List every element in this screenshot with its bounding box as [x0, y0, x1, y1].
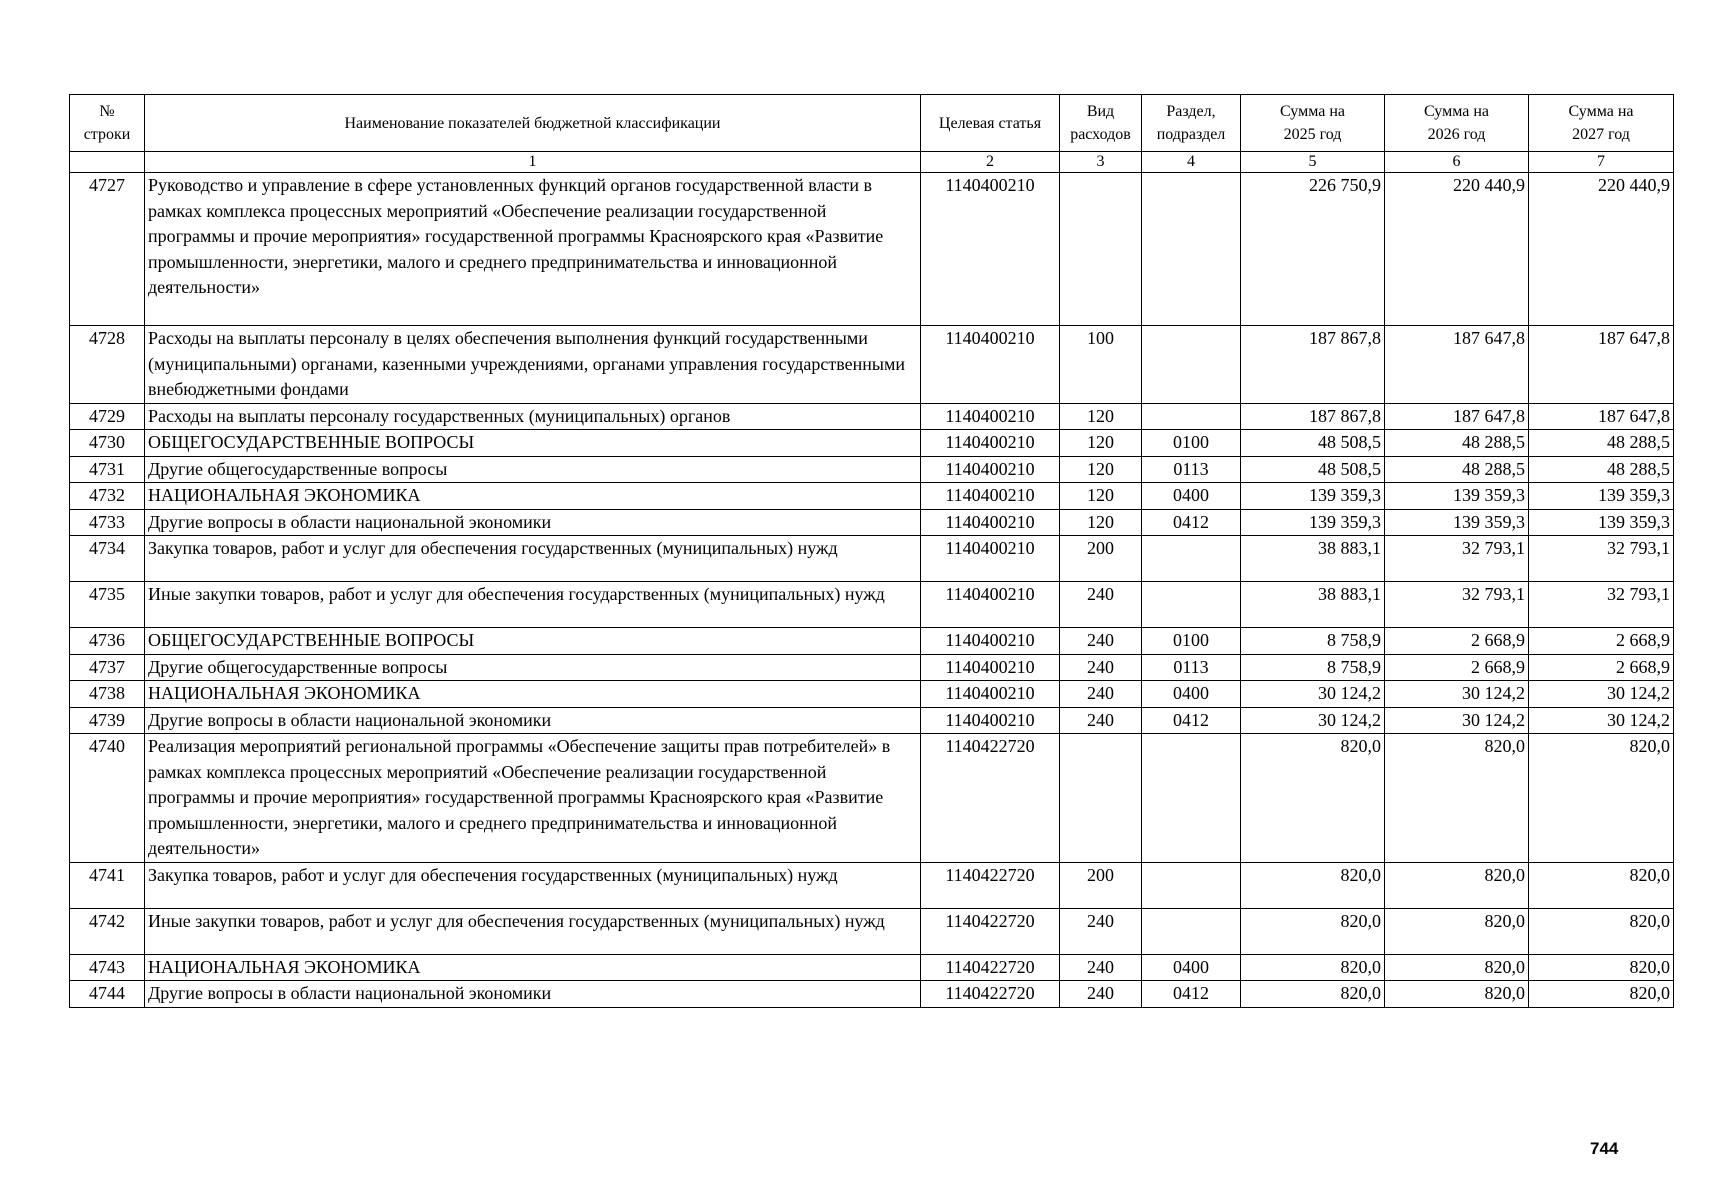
row-sum-2027: 30 124,2 [1529, 681, 1674, 708]
row-name: Другие вопросы в области национальной экономики [145, 707, 921, 734]
table-row [70, 654, 1674, 681]
row-sum-2026: 820,0 [1385, 981, 1529, 1008]
row-name: ОБЩЕГОСУДАРСТВЕННЫЕ ВОПРОСЫ [145, 628, 921, 655]
column-number: 7 [1529, 152, 1674, 173]
row-section [1142, 908, 1241, 954]
row-expense-type: 240 [1060, 954, 1142, 981]
row-expense-type [1060, 173, 1142, 326]
row-sum-2025: 8 758,9 [1241, 654, 1385, 681]
table-row [70, 707, 1674, 734]
row-sum-2026: 48 288,5 [1385, 430, 1529, 457]
row-number: 4741 [70, 862, 145, 908]
row-expense-type: 240 [1060, 582, 1142, 628]
row-target-article: 1140400210 [921, 403, 1060, 430]
row-name: НАЦИОНАЛЬНАЯ ЭКОНОМИКА [145, 954, 921, 981]
row-number: 4744 [70, 981, 145, 1008]
row-section: 0400 [1142, 954, 1241, 981]
row-number: 4737 [70, 654, 145, 681]
row-sum-2027: 48 288,5 [1529, 430, 1674, 457]
row-name: Другие вопросы в области национальной экономики [145, 509, 921, 536]
row-target-article: 1140400210 [921, 582, 1060, 628]
row-sum-2027: 220 440,9 [1529, 173, 1674, 326]
row-target-article: 1140400210 [921, 326, 1060, 404]
page-number: 744 [1590, 1139, 1619, 1158]
row-sum-2025: 8 758,9 [1241, 628, 1385, 655]
row-section [1142, 582, 1241, 628]
row-expense-type: 120 [1060, 483, 1142, 510]
row-sum-2027: 820,0 [1529, 908, 1674, 954]
row-sum-2027: 820,0 [1529, 981, 1674, 1008]
row-target-article: 1140422720 [921, 981, 1060, 1008]
row-target-article: 1140400210 [921, 430, 1060, 457]
row-target-article: 1140400210 [921, 173, 1060, 326]
column-number: 2 [921, 152, 1060, 173]
row-sum-2026: 187 647,8 [1385, 326, 1529, 404]
row-sum-2027: 187 647,8 [1529, 326, 1674, 404]
row-expense-type [1060, 734, 1142, 863]
row-expense-type: 120 [1060, 430, 1142, 457]
budget-table [69, 94, 1674, 1008]
row-number: 4740 [70, 734, 145, 863]
table-row [70, 954, 1674, 981]
row-number: 4738 [70, 681, 145, 708]
row-target-article: 1140422720 [921, 954, 1060, 981]
row-target-article: 1140400210 [921, 509, 1060, 536]
row-section: 0100 [1142, 628, 1241, 655]
row-number: 4734 [70, 536, 145, 582]
row-sum-2025: 820,0 [1241, 908, 1385, 954]
table-row [70, 981, 1674, 1008]
row-sum-2025: 48 508,5 [1241, 456, 1385, 483]
row-expense-type: 240 [1060, 654, 1142, 681]
row-number: 4743 [70, 954, 145, 981]
row-section [1142, 403, 1241, 430]
row-target-article: 1140400210 [921, 456, 1060, 483]
row-sum-2027: 820,0 [1529, 734, 1674, 863]
table-row [70, 173, 1674, 326]
row-name: Другие общегосударственные вопросы [145, 654, 921, 681]
header-target-article: Целевая статья [921, 95, 1060, 152]
row-number: 4727 [70, 173, 145, 326]
row-sum-2025: 187 867,8 [1241, 326, 1385, 404]
row-section [1142, 862, 1241, 908]
row-expense-type: 100 [1060, 326, 1142, 404]
row-section: 0100 [1142, 430, 1241, 457]
row-target-article: 1140422720 [921, 862, 1060, 908]
row-sum-2027: 2 668,9 [1529, 654, 1674, 681]
table-row [70, 509, 1674, 536]
column-number: 4 [1142, 152, 1241, 173]
row-name: Иные закупки товаров, работ и услуг для обеспечения государственных (муниципальных) нужд [145, 908, 921, 954]
column-number-row [70, 152, 1674, 173]
column-number: 6 [1385, 152, 1529, 173]
row-expense-type: 240 [1060, 908, 1142, 954]
column-number: 3 [1060, 152, 1142, 173]
column-number [70, 152, 145, 173]
row-sum-2025: 30 124,2 [1241, 681, 1385, 708]
row-name: Руководство и управление в сфере установленных функций органов государственной власти в рамках комплекса процессных мероприятий «Обеспечение реализации государственной программы и прочие мероприятия» государственной программы Красноярского края «Развитие промышленности, энергетики, малого и среднего предпринимательства и инновационной деятельности» [145, 173, 921, 326]
row-sum-2025: 139 359,3 [1241, 509, 1385, 536]
column-number: 1 [145, 152, 921, 173]
row-number: 4729 [70, 403, 145, 430]
header-sum-2027: Сумма на 2027 год [1529, 95, 1674, 152]
row-sum-2026: 139 359,3 [1385, 483, 1529, 510]
row-number: 4732 [70, 483, 145, 510]
row-sum-2026: 820,0 [1385, 908, 1529, 954]
row-sum-2025: 226 750,9 [1241, 173, 1385, 326]
row-sum-2027: 820,0 [1529, 954, 1674, 981]
header-sum-2025: Сумма на 2025 год [1241, 95, 1385, 152]
row-number: 4739 [70, 707, 145, 734]
row-number: 4733 [70, 509, 145, 536]
row-number: 4735 [70, 582, 145, 628]
row-name: Закупка товаров, работ и услуг для обеспечения государственных (муниципальных) нужд [145, 862, 921, 908]
row-name: Расходы на выплаты персоналу в целях обеспечения выполнения функций государственными (муниципальными) органами, казенными учреждениями, органами управления государственными внебюджетными фондами [145, 326, 921, 404]
table-row [70, 734, 1674, 863]
row-sum-2026: 220 440,9 [1385, 173, 1529, 326]
row-expense-type: 240 [1060, 681, 1142, 708]
row-expense-type: 240 [1060, 707, 1142, 734]
row-section [1142, 326, 1241, 404]
header-name: Наименование показателей бюджетной классификации [145, 95, 921, 152]
row-sum-2027: 187 647,8 [1529, 403, 1674, 430]
table-row [70, 536, 1674, 582]
row-section [1142, 536, 1241, 582]
row-number: 4728 [70, 326, 145, 404]
table-row [70, 908, 1674, 954]
row-expense-type: 120 [1060, 509, 1142, 536]
row-target-article: 1140400210 [921, 628, 1060, 655]
table-row [70, 681, 1674, 708]
row-sum-2026: 2 668,9 [1385, 654, 1529, 681]
table-row [70, 326, 1674, 404]
row-target-article: 1140422720 [921, 734, 1060, 863]
row-section: 0113 [1142, 654, 1241, 681]
row-sum-2027: 820,0 [1529, 862, 1674, 908]
row-number: 4742 [70, 908, 145, 954]
header-expense-type: Вид расходов [1060, 95, 1142, 152]
row-expense-type: 120 [1060, 403, 1142, 430]
table-row [70, 628, 1674, 655]
row-name: Другие вопросы в области национальной экономики [145, 981, 921, 1008]
row-sum-2025: 187 867,8 [1241, 403, 1385, 430]
row-expense-type: 200 [1060, 862, 1142, 908]
row-name: Другие общегосударственные вопросы [145, 456, 921, 483]
row-section: 0412 [1142, 707, 1241, 734]
row-number: 4736 [70, 628, 145, 655]
row-sum-2026: 820,0 [1385, 954, 1529, 981]
row-section [1142, 734, 1241, 863]
row-sum-2026: 48 288,5 [1385, 456, 1529, 483]
row-target-article: 1140400210 [921, 707, 1060, 734]
row-name: ОБЩЕГОСУДАРСТВЕННЫЕ ВОПРОСЫ [145, 430, 921, 457]
row-section: 0400 [1142, 483, 1241, 510]
row-sum-2025: 820,0 [1241, 954, 1385, 981]
row-sum-2027: 139 359,3 [1529, 483, 1674, 510]
row-name: Расходы на выплаты персоналу государственных (муниципальных) органов [145, 403, 921, 430]
row-sum-2025: 820,0 [1241, 981, 1385, 1008]
table-row [70, 582, 1674, 628]
row-sum-2025: 30 124,2 [1241, 707, 1385, 734]
row-name: НАЦИОНАЛЬНАЯ ЭКОНОМИКА [145, 483, 921, 510]
row-sum-2027: 48 288,5 [1529, 456, 1674, 483]
row-expense-type: 200 [1060, 536, 1142, 582]
row-section: 0113 [1142, 456, 1241, 483]
table-row [70, 430, 1674, 457]
row-sum-2025: 820,0 [1241, 734, 1385, 863]
row-sum-2027: 139 359,3 [1529, 509, 1674, 536]
row-sum-2026: 820,0 [1385, 734, 1529, 863]
row-sum-2026: 32 793,1 [1385, 536, 1529, 582]
row-section: 0412 [1142, 509, 1241, 536]
row-expense-type: 240 [1060, 981, 1142, 1008]
header-row [70, 95, 1674, 152]
row-sum-2027: 2 668,9 [1529, 628, 1674, 655]
row-sum-2027: 32 793,1 [1529, 582, 1674, 628]
header-row-no: № строки [70, 95, 145, 152]
row-name: НАЦИОНАЛЬНАЯ ЭКОНОМИКА [145, 681, 921, 708]
row-sum-2027: 30 124,2 [1529, 707, 1674, 734]
table-row [70, 483, 1674, 510]
row-section [1142, 173, 1241, 326]
table-row [70, 403, 1674, 430]
row-sum-2025: 38 883,1 [1241, 582, 1385, 628]
row-expense-type: 240 [1060, 628, 1142, 655]
header-section: Раздел, подраздел [1142, 95, 1241, 152]
row-sum-2025: 38 883,1 [1241, 536, 1385, 582]
row-target-article: 1140422720 [921, 908, 1060, 954]
row-sum-2025: 48 508,5 [1241, 430, 1385, 457]
row-sum-2026: 30 124,2 [1385, 681, 1529, 708]
row-section: 0400 [1142, 681, 1241, 708]
row-target-article: 1140400210 [921, 483, 1060, 510]
row-target-article: 1140400210 [921, 654, 1060, 681]
row-target-article: 1140400210 [921, 536, 1060, 582]
row-sum-2026: 139 359,3 [1385, 509, 1529, 536]
row-number: 4730 [70, 430, 145, 457]
row-sum-2025: 820,0 [1241, 862, 1385, 908]
row-sum-2026: 187 647,8 [1385, 403, 1529, 430]
header-sum-2026: Сумма на 2026 год [1385, 95, 1529, 152]
row-number: 4731 [70, 456, 145, 483]
table-row [70, 456, 1674, 483]
row-expense-type: 120 [1060, 456, 1142, 483]
table-row [70, 862, 1674, 908]
row-name: Закупка товаров, работ и услуг для обеспечения государственных (муниципальных) нужд [145, 536, 921, 582]
row-section: 0412 [1142, 981, 1241, 1008]
row-sum-2025: 139 359,3 [1241, 483, 1385, 510]
column-number: 5 [1241, 152, 1385, 173]
row-sum-2026: 32 793,1 [1385, 582, 1529, 628]
row-sum-2026: 30 124,2 [1385, 707, 1529, 734]
row-sum-2026: 820,0 [1385, 862, 1529, 908]
row-target-article: 1140400210 [921, 681, 1060, 708]
row-sum-2026: 2 668,9 [1385, 628, 1529, 655]
row-sum-2027: 32 793,1 [1529, 536, 1674, 582]
row-name: Реализация мероприятий региональной программы «Обеспечение защиты прав потребителей» в рамках комплекса процессных мероприятий «Обеспечение реализации государственной программы и прочие мероприятия» государственной программы Красноярского края «Развитие промышленности, энергетики, малого и среднего предпринимательства и инновационной деятельности» [145, 734, 921, 863]
row-name: Иные закупки товаров, работ и услуг для обеспечения государственных (муниципальных) нужд [145, 582, 921, 628]
